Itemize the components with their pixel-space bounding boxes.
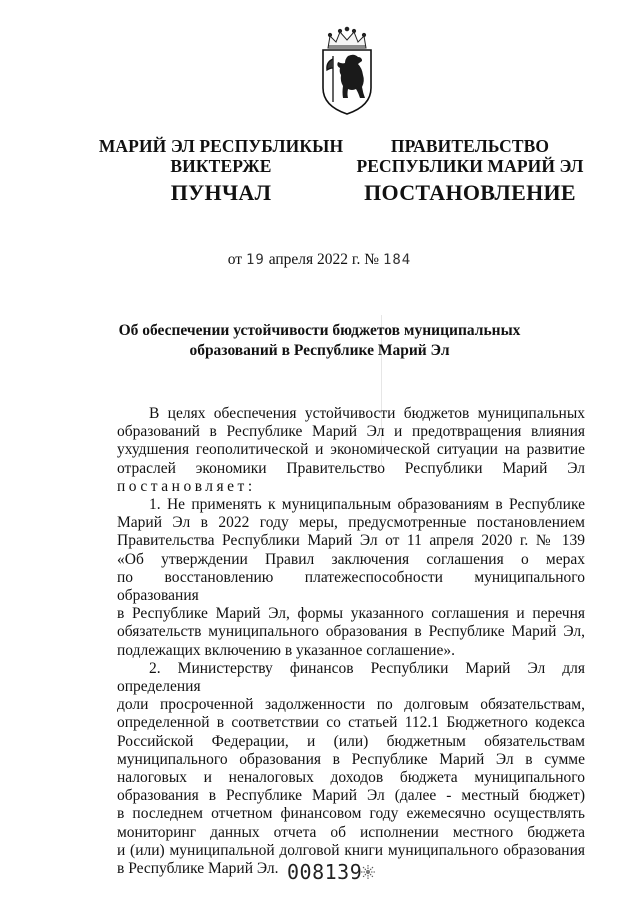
paragraph-line: образований в Республике Марий Эл и предотвращения влияния [117, 423, 585, 441]
document-title [0, 321, 639, 360]
paragraph-line: муниципального образования в Республике Марий Эл в сумме [117, 750, 585, 768]
serial-number: 008139 [287, 860, 363, 884]
paragraph-line: и (или) муниципальной долговой книги муниципального образования [117, 841, 585, 859]
resolves-word: постановляет: [117, 477, 256, 495]
paragraph-line: определенной в соответствии со статьей 112.1 Бюджетного кодекса [117, 714, 585, 732]
paragraph-line: в Республике Марий Эл, формы указанного соглашения и перечня [117, 605, 585, 623]
paragraph-line: в последнем отчетном финансовом году ежемесячно осуществлять [117, 805, 585, 823]
paragraph-line: Правительства Республики Марий Эл от 11 апреля 2020 г. № 139 [117, 532, 585, 550]
paragraph-line: доли просроченной задолженности по долговым обязательствам, [117, 696, 585, 714]
paragraph-line: В целях обеспечения устойчивости бюджетов муниципальных [149, 405, 585, 422]
date-prefix: от [227, 251, 243, 268]
paragraph-line: в Республике Марий Эл. [117, 860, 279, 878]
paragraph-line: подлежащих включению в указанное соглашение». [117, 641, 455, 659]
paragraph-line: обязательств муниципального образования в Республике Марий Эл, [117, 623, 585, 641]
document-body [117, 405, 585, 878]
header-right-line1: ПРАВИТЕЛЬСТВО [390, 136, 550, 156]
paragraph-line: мониторинг данных отчета об исполнении местного бюджета [117, 823, 585, 841]
paragraph-line: отраслей экономики Правительство Республики Марий Эл [117, 459, 585, 477]
paragraph-line: 2. Министерству финансов Республики Марий Эл для определения [117, 659, 585, 696]
paragraph-line: Российской Федерации, и (или) бюджетным обязательствам [117, 732, 585, 750]
header-right-block [350, 136, 590, 206]
title-line1: Об обеспечении устойчивости бюджетов муниципальных [118, 322, 521, 339]
coat-of-arms-bear-icon [318, 26, 376, 116]
paragraph-line: образования в Республике Марий Эл (далее - местный бюджет) [117, 787, 585, 805]
paragraph-line: 1. Не применять к муниципальным образованиям в Республике [149, 496, 585, 514]
header-left-title: ПУНЧАЛ [170, 180, 272, 205]
header-right-line2: РЕСПУБЛИКИ МАРИЙ ЭЛ [356, 156, 584, 176]
asterisk-stamp-icon [360, 864, 376, 880]
paragraph-line: Марий Эл в 2022 году меры, предусмотренные постановлением [117, 514, 585, 532]
paragraph-line: «Об утверждении Правил заключения соглашения о мерах [117, 550, 585, 568]
header-left-block [96, 136, 346, 206]
paragraph-line: по восстановлению платежеспособности муниципального образования [117, 568, 585, 605]
date-line [0, 251, 639, 269]
header-left-line2: ВИКТЕРЖЕ [170, 156, 272, 176]
title-line2: образований в Республике Марий Эл [189, 341, 450, 359]
date-middle: апреля 2022 г. № [268, 251, 380, 268]
header-right-title: ПОСТАНОВЛЕНИЕ [364, 180, 576, 205]
paragraph-line: налоговых и неналоговых доходов бюджета муниципального [117, 769, 585, 787]
date-day: 19 [245, 252, 265, 268]
document-number: 184 [382, 252, 412, 268]
header-left-line1: МАРИЙ ЭЛ РЕСПУБЛИКЫН [98, 136, 344, 156]
paragraph-line: ухудшения геополитической и экономической ситуации на развитие [117, 441, 585, 459]
